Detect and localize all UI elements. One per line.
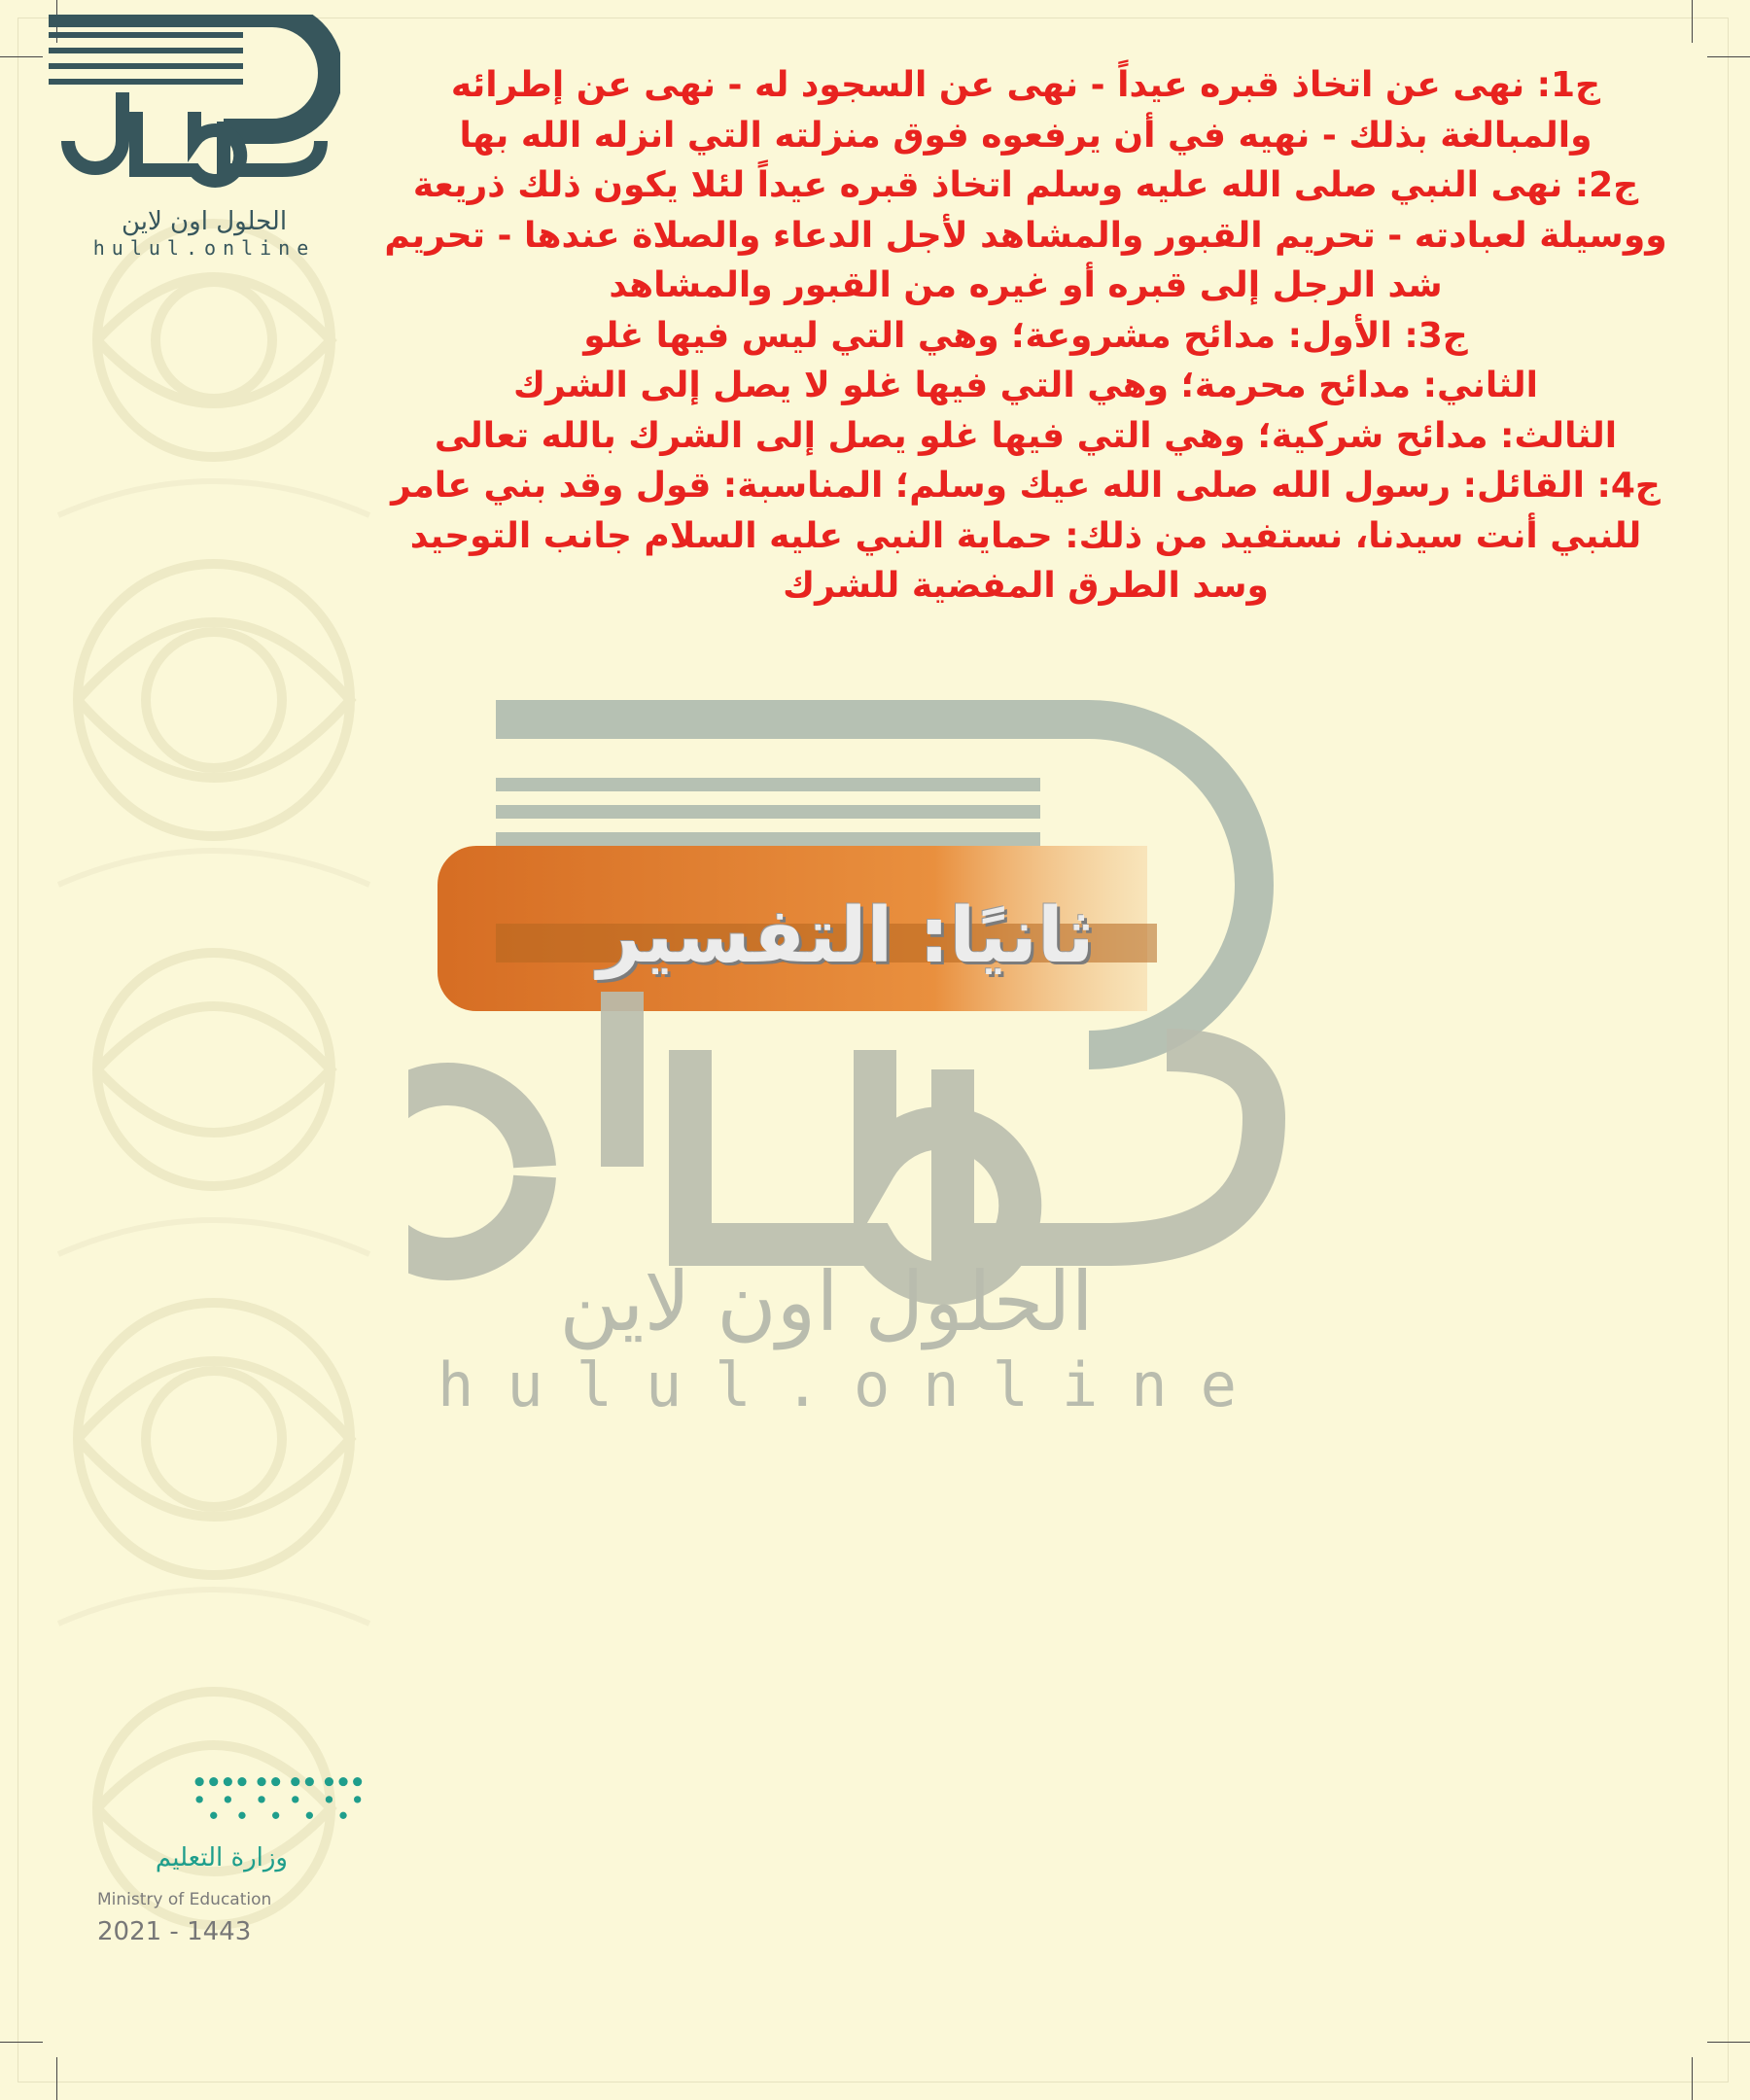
crop-mark	[1692, 0, 1693, 43]
brand-arabic-name: الحلول اون لاين	[121, 207, 288, 236]
answer-4: ج4: القائل: رسول الله صلى الله عيك وسلم؛ المناسبة: قول وقد بني عامر للنبي أنت سيدنا، نستفيد من ذلك: حماية النبي عليه السلام جانب التوحيد وسد الطرق المفضية للشرك	[391, 466, 1661, 606]
watermark-latin-text: hulul.online	[438, 1349, 1270, 1420]
ministry-english-name: Ministry of Education	[97, 1890, 272, 1909]
ministry-dots-logo-icon	[191, 1769, 395, 1847]
ministry-year: 2021 - 1443	[97, 1917, 252, 1946]
arabesque-ornament	[39, 194, 389, 2042]
crop-mark	[1707, 56, 1750, 57]
brand-logo	[29, 15, 340, 260]
ministry-arabic-name: وزارة التعليم	[155, 1843, 288, 1872]
crop-mark	[1692, 2057, 1693, 2100]
watermark-arabic-text: الحلول اون لاين	[559, 1254, 1094, 1349]
answer-3-third: الثالث: مدائح شركية؛ وهي التي فيها غلو يصل إلى الشرك بالله تعالى	[434, 415, 1618, 456]
brand-logo-mark-icon	[29, 15, 340, 209]
answer-2: ج2: نهى النبي صلى الله عليه وسلم اتخاذ قبره عيداً لئلا يكون ذلك ذريعة ووسيلة لعبادته - تحريم القبور والمشاهد لأجل الدعاء والصلاة عندها - تحريم شد الرجل إلى قبره أو غيره من القبور والمشاهد	[384, 165, 1667, 305]
answer-3: ج3: الأول: مدائح مشروعة؛ وهي التي ليس فيها غلو	[583, 315, 1468, 356]
answer-1: ج1: نهى عن اتخاذ قبره عيداً - نهى عن السجود له - نهى عن إطرائه والمبالغة بذلك - نهيه في أن يرفعوه فوق منزلته التي انزله الله بها	[450, 65, 1601, 156]
brand-latin-name: hulul.online	[92, 236, 316, 260]
answers-block	[379, 60, 1672, 612]
crop-mark	[0, 2042, 43, 2043]
crop-mark	[1707, 2042, 1750, 2043]
crop-mark	[56, 2057, 57, 2100]
answer-3-second: الثاني: مدائح محرمة؛ وهي التي فيها غلو لا يصل إلى الشرك	[512, 366, 1538, 405]
section-title: ثانيًا: التفسير	[597, 892, 1095, 980]
